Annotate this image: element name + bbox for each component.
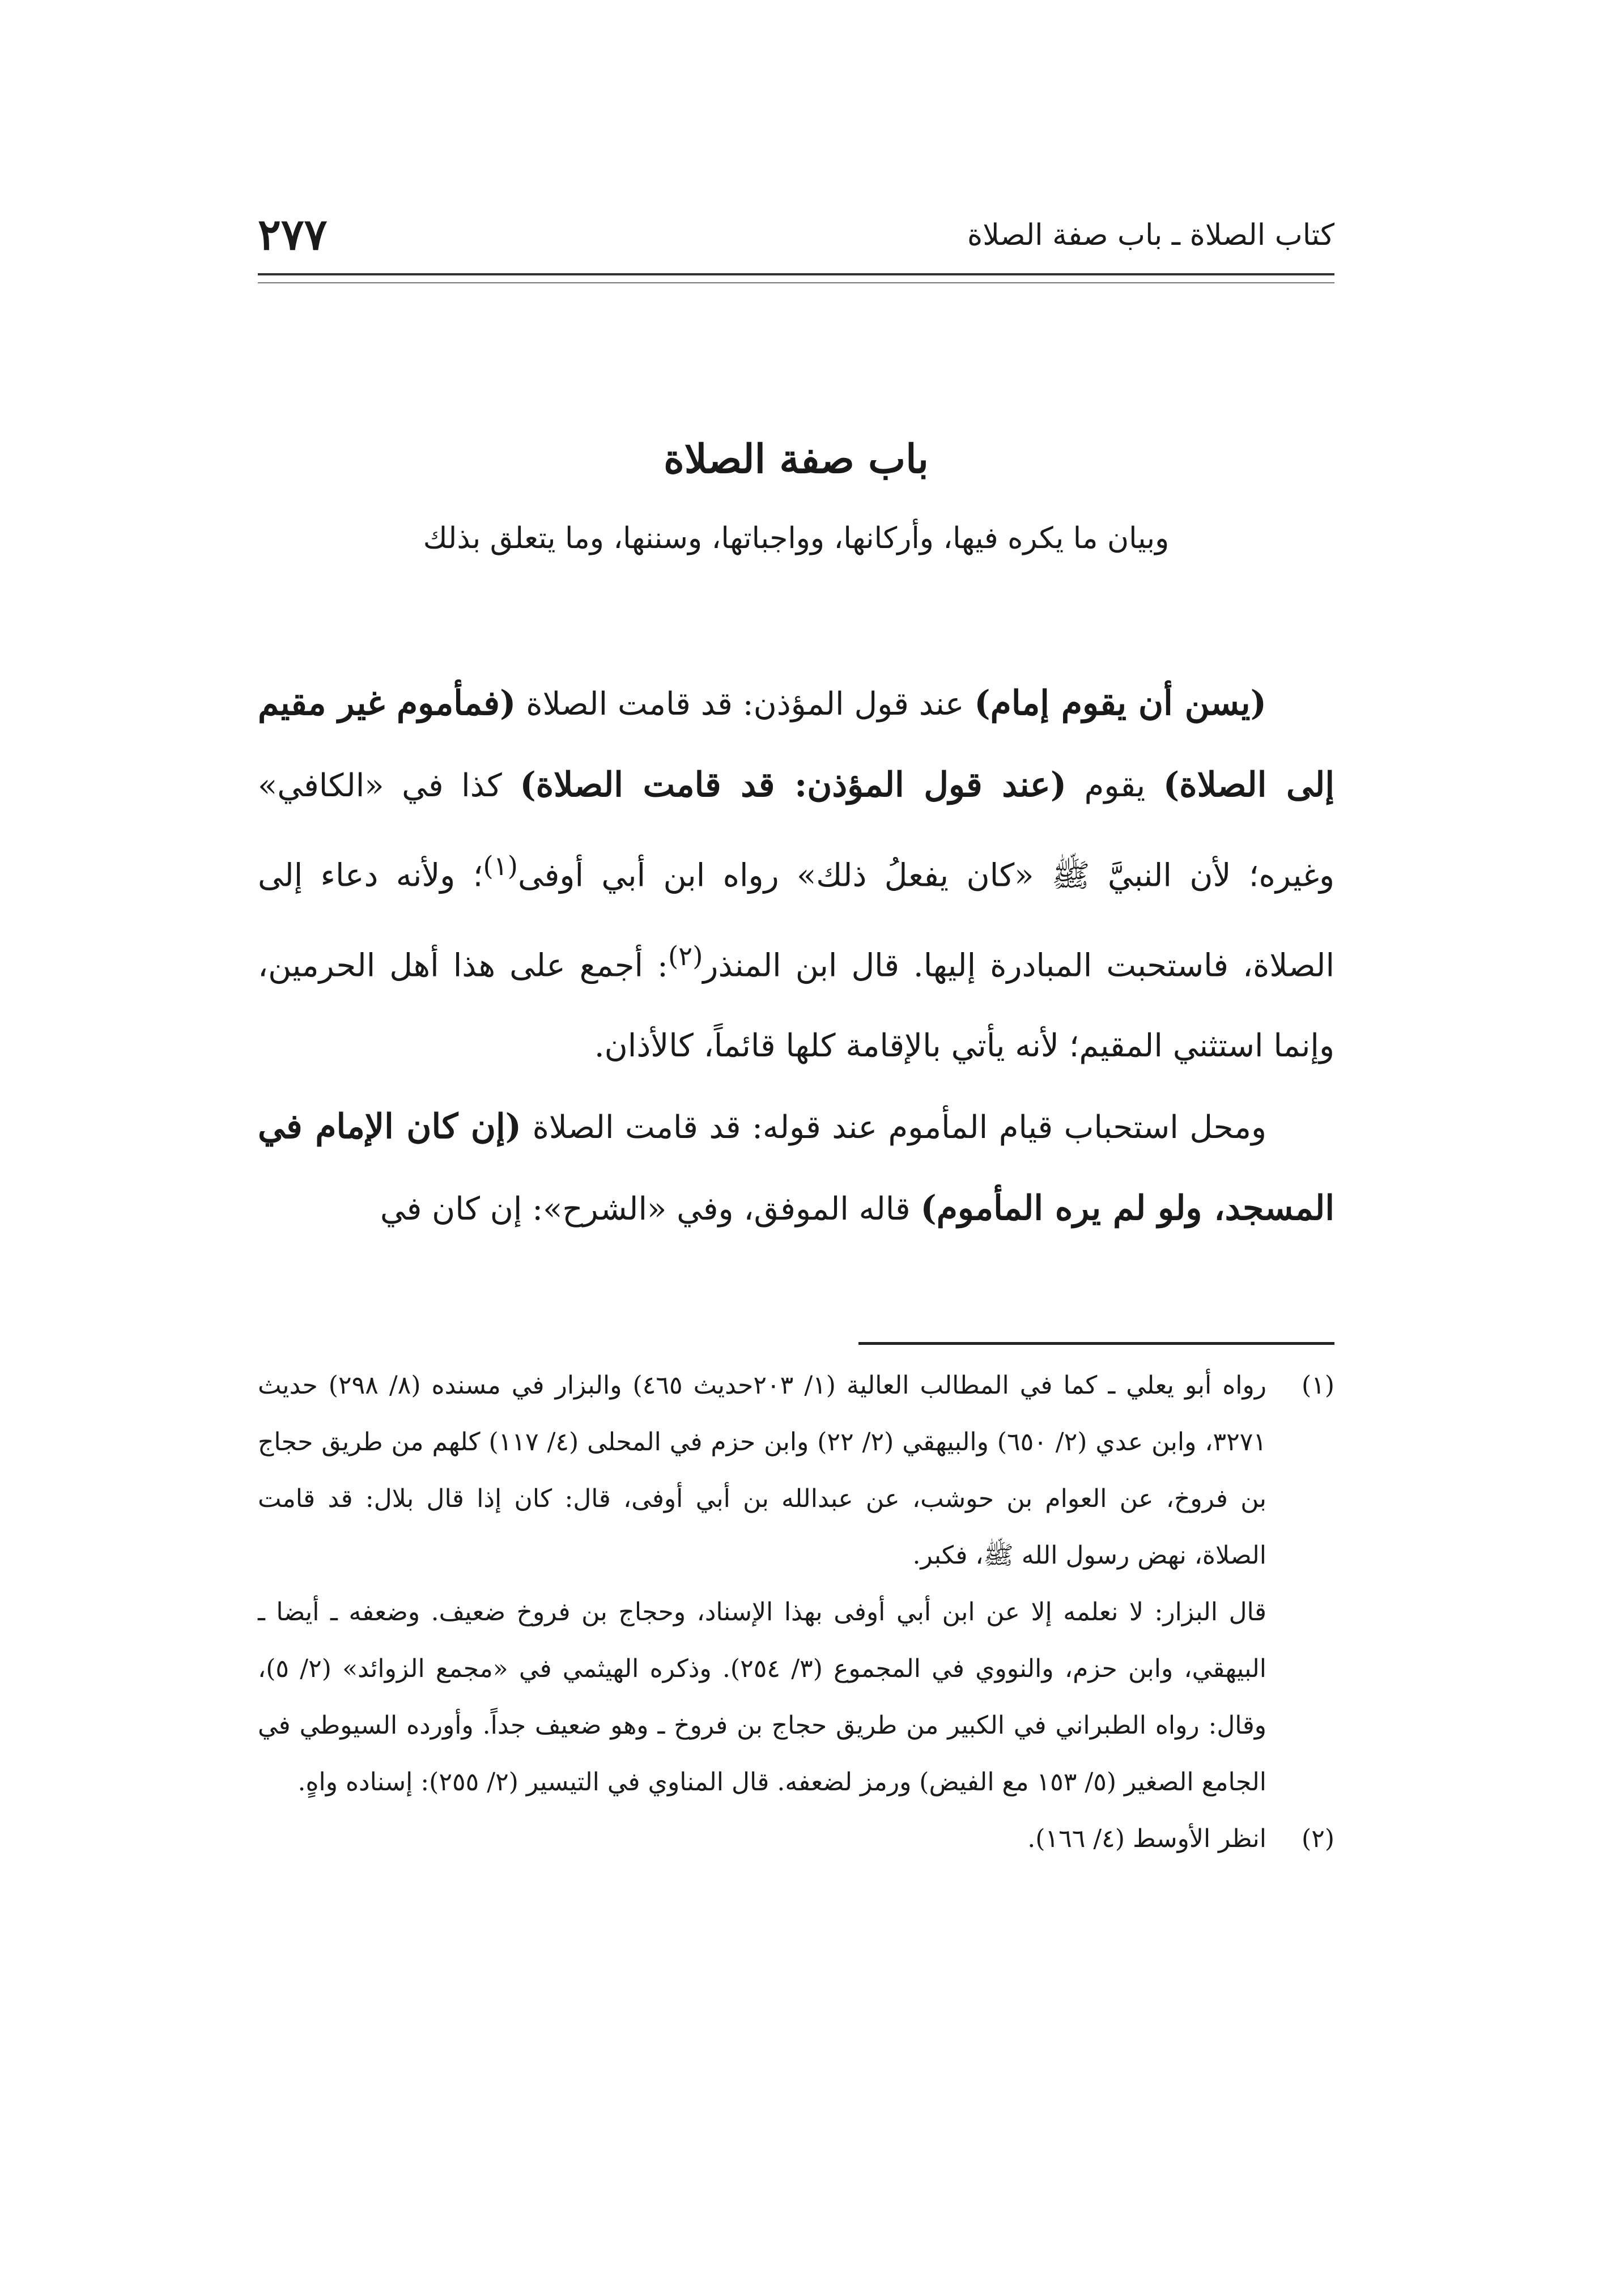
- header-rule: [258, 273, 1334, 283]
- running-title: كتاب الصلاة ـ باب صفة الصلاة: [967, 218, 1334, 252]
- matn-phrase: (فمأموم غير مقيم إلى الصلاة): [258, 683, 1334, 805]
- matn-phrase: (إن كان الإمام في المسجد، ولو لم يره المأموم): [258, 1107, 1334, 1229]
- paragraph-2: [258, 1086, 1334, 1250]
- footnote-1: [258, 1357, 1334, 1811]
- commentary-text: كذا في «الكافي» وغيره؛ لأن النبيَّ ﷺ «كان يفعلُ ذلك» رواه ابن أبي أوفى: [258, 767, 1335, 894]
- commentary-text: ؛ ولأنه دعاء إلى الصلاة، فاستحبت المبادرة إليها. قال ابن المنذر: [258, 857, 1334, 984]
- commentary-text: قاله الموفق، وفي «الشرح»: إن كان في: [380, 1191, 921, 1228]
- commentary-text: عند قول المؤذن: قد قامت الصلاة: [516, 686, 975, 723]
- matn-phrase: (يسن أن يقوم إمام): [974, 683, 1266, 723]
- footnote-ref[interactable]: (٢): [668, 941, 703, 972]
- chapter-subtitle: وبيان ما يكره فيها، وأركانها، وواجباتها، وسننها، وما يتعلق بذلك: [423, 521, 1170, 555]
- page-header: [258, 209, 1334, 260]
- footnote-number: (١): [1302, 1371, 1334, 1400]
- commentary-text: ومحل استحباب قيام المأموم عند قوله: قد قامت الصلاة: [521, 1109, 1266, 1146]
- matn-phrase: (عند قول المؤذن: قد قامت الصلاة): [520, 765, 1067, 805]
- paragraph-1: [258, 663, 1334, 1086]
- footnote-text: قال البزار: لا نعلمه إلا عن ابن أبي أوفى بهذا الإسناد، وحجاج بن فروخ ضعيف. وضعفه ـ أيضا ـ البيهقي، وابن حزم، والنووي في المجموع (٣/ ٢٥٤). وذكره الهيثمي في «مجمع الزوائد» (٢/ ٥)، وقال: رواه الطبراني في الكبير من طريق حجاج بن فروخ ـ وهو ضعيف جداً. وأورده السيوطي في الجامع الصغير (٥/ ١٥٣ مع الفيض) ورمز لضعفه. قال المناوي في التيسير (٢/ ٢٥٥): إسناده واهٍ.: [258, 1598, 1267, 1797]
- footnote-separator: [858, 1342, 1334, 1345]
- footnotes: [258, 1357, 1334, 1867]
- footnote-text: انظر الأوسط (٤/ ١٦٦).: [1027, 1824, 1266, 1853]
- page-number: ٢٧٧: [258, 209, 328, 260]
- footnote-2: [258, 1811, 1334, 1867]
- chapter-title: باب صفة الصلاة: [664, 435, 929, 482]
- footnote-number: (٢): [1302, 1824, 1334, 1853]
- main-text: [258, 663, 1334, 1250]
- footnote-text: رواه أبو يعلي ـ كما في المطالب العالية (١/ ٢٠٣حديث ٤٦٥) والبزار في مسنده (٨/ ٢٩٨) حديث ٣٢٧١، وابن عدي (٢/ ٦٥٠) والبيهقي (٢/ ٢٢) وابن حزم في المحلى (٤/ ١١٧) كلهم من طريق حجاج بن فروخ، عن العوام بن حوشب، عن عبدالله بن أبي أوفى، قال: كان إذا قال بلال: قد قامت الصلاة، نهض رسول الله ﷺ، فكبر.: [258, 1371, 1266, 1570]
- footnote-ref[interactable]: (١): [483, 851, 518, 882]
- commentary-text: يقوم: [1066, 767, 1163, 804]
- commentary-text: : أجمع على هذا أهل الحرمين، وإنما استثني المقيم؛ لأنه يأتي بالإقامة كلها قائماً، كالأذان.: [258, 947, 1334, 1065]
